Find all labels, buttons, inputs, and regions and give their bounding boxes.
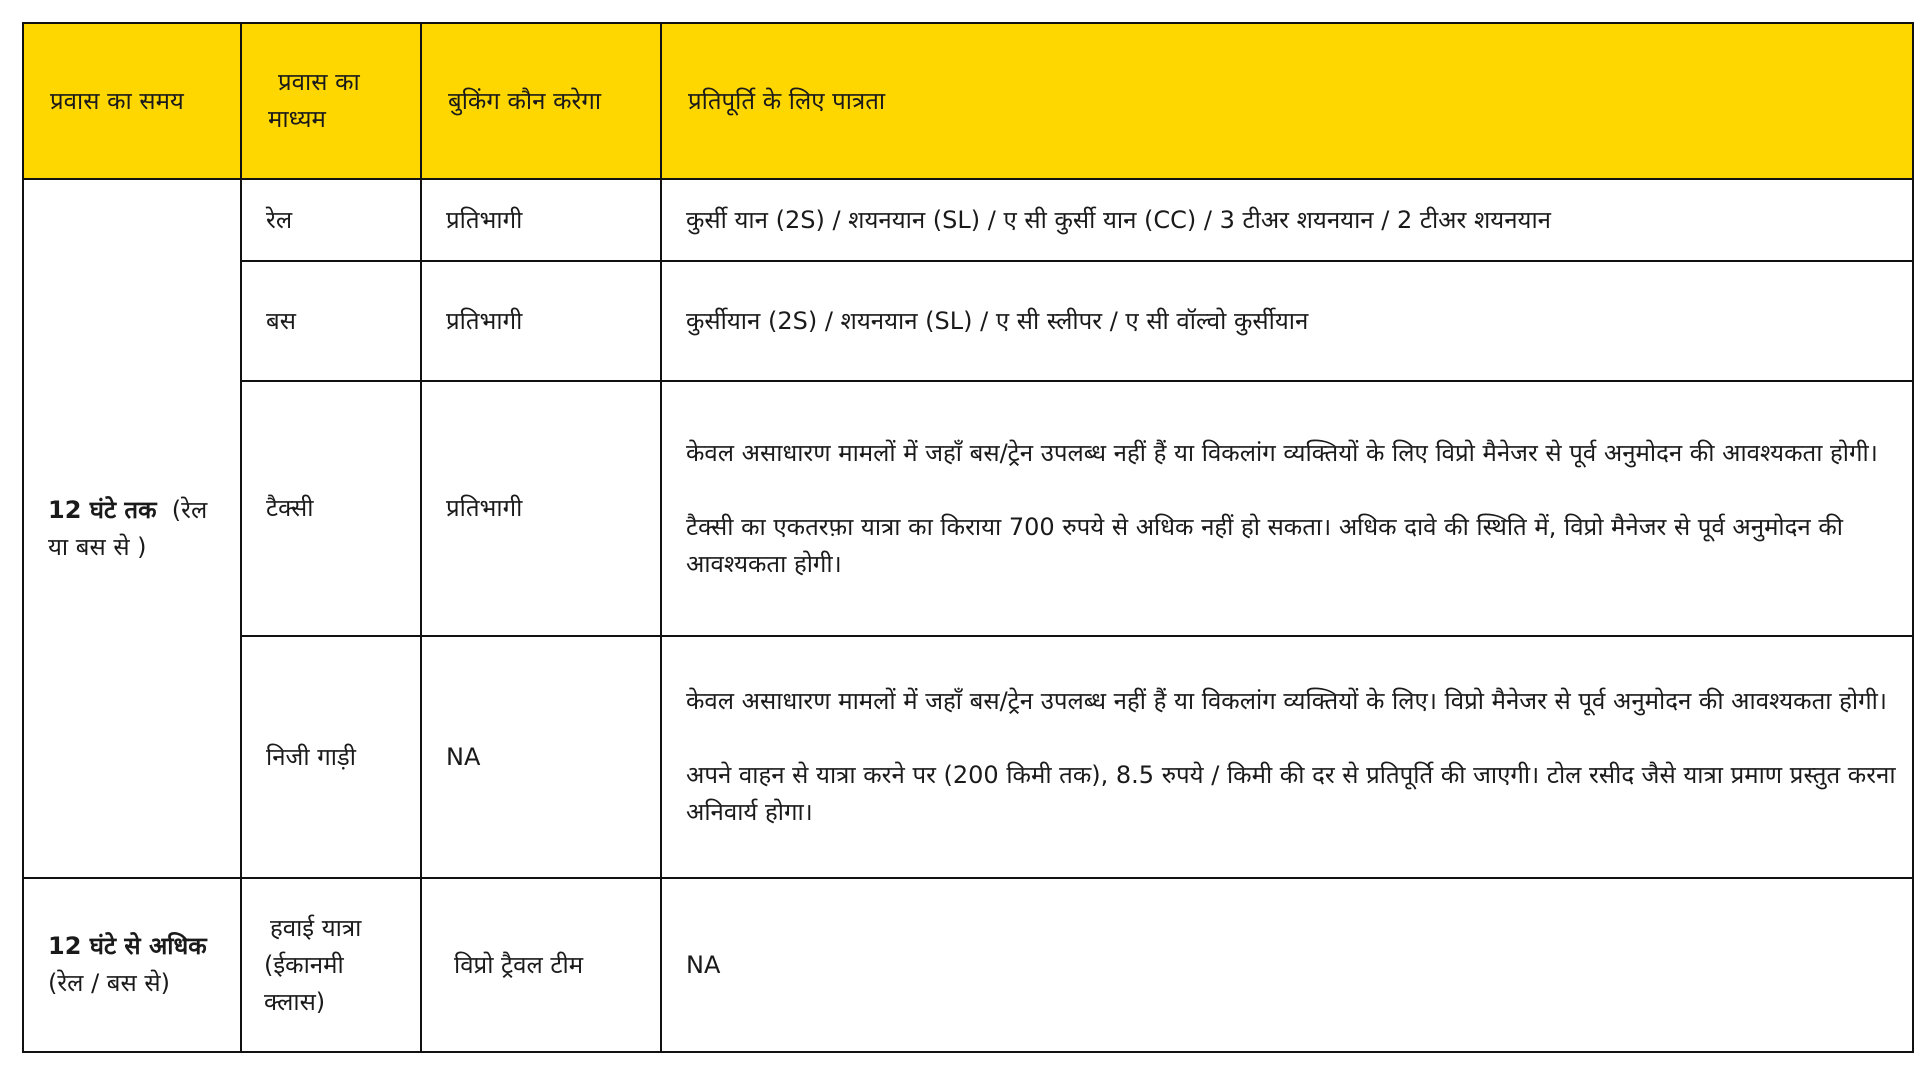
eligibility-private-car-para2: अपने वाहन से यात्रा करने पर (200 किमी तक), 8.5 रुपये / किमी की दर से प्रतिपूर्ति की जाएगी। टोल रसीद जैसे यात्रा प्रमाण प्रस्तुत करना अनिवार्य होगा। — [686, 761, 1896, 826]
booker-rail: प्रतिभागी — [446, 205, 523, 234]
booker-cell-taxi — [421, 381, 661, 636]
mode-cell-air — [241, 878, 421, 1052]
time-over-12h-rest: (रेल / बस से) — [48, 969, 170, 997]
eligibility-cell-private-car — [661, 636, 1913, 878]
eligibility-cell-taxi — [661, 381, 1913, 636]
eligibility-cell-bus — [661, 261, 1913, 381]
booker-air: विप्रो ट्रैवल टीम — [454, 950, 584, 979]
table-row-private-car — [23, 636, 1913, 878]
header-booker — [421, 23, 661, 179]
table-row-taxi — [23, 381, 1913, 636]
header-eligibility — [661, 23, 1913, 179]
header-row — [23, 23, 1913, 179]
mode-rail: रेल — [266, 205, 293, 234]
mode-cell-rail — [241, 179, 421, 261]
mode-bus: बस — [266, 306, 296, 335]
eligibility-taxi-para2: टैक्सी का एकतरफ़ा यात्रा का किराया 700 रुपये से अधिक नहीं हो सकता। अधिक दावे की स्थिति में, विप्रो मैनेजर से पूर्व अनुमोदन की आवश्यकता होगी। — [686, 512, 1843, 578]
header-eligibility-label: प्रतिपूर्ति के लिए पात्रता — [688, 86, 886, 115]
booker-private-car: NA — [446, 742, 481, 771]
booker-cell-rail — [421, 179, 661, 261]
time-cell-upto-12h — [23, 179, 241, 878]
eligibility-bus: कुर्सीयान (2S) / शयनयान (SL) / ए सी स्लीपर / ए सी वॉल्वो कुर्सीयान — [686, 306, 1309, 335]
table-row-air — [23, 878, 1913, 1052]
mode-private-car: निजी गाड़ी — [266, 742, 356, 771]
mode-air-line1: हवाई यात्रा — [270, 913, 362, 942]
mode-air-line2: (ईकानमी — [264, 950, 344, 979]
header-travel-time-label: प्रवास का समय — [50, 86, 184, 115]
booker-cell-private-car — [421, 636, 661, 878]
eligibility-air: NA — [686, 950, 721, 979]
eligibility-cell-rail — [661, 179, 1913, 261]
header-booker-label: बुकिंग कौन करेगा — [448, 86, 602, 115]
eligibility-private-car-para1: केवल असाधारण मामलों में जहाँ बस/ट्रेन उपलब्ध नहीं हैं या विकलांग व्यक्तियों के लिए। विप्रो मैनेजर से पूर्व अनुमोदन की आवश्यकता होगी। — [686, 687, 1887, 715]
header-travel-mode-line1: प्रवास का — [278, 68, 360, 96]
time-cell-over-12h — [23, 878, 241, 1052]
time-upto-12h-bold: 12 घंटे तक — [48, 495, 157, 524]
booker-bus: प्रतिभागी — [446, 306, 523, 335]
mode-air-line3: क्लास) — [264, 987, 326, 1016]
booker-cell-bus — [421, 261, 661, 381]
header-travel-mode-line2: माध्यम — [268, 105, 326, 133]
booker-taxi: प्रतिभागी — [446, 494, 523, 522]
eligibility-cell-air — [661, 878, 1913, 1052]
eligibility-rail: कुर्सी यान (2S) / शयनयान (SL) / ए सी कुर्सी यान (CC) / 3 टीअर शयनयान / 2 टीअर शयनयान — [686, 205, 1551, 234]
travel-policy-table — [22, 22, 1914, 1053]
header-travel-time — [23, 23, 241, 179]
time-over-12h-bold: 12 घंटे से अधिक — [48, 932, 207, 960]
mode-cell-taxi — [241, 381, 421, 636]
table-row-bus — [23, 261, 1913, 381]
mode-cell-private-car — [241, 636, 421, 878]
header-travel-mode — [241, 23, 421, 179]
time-upto-12h-rest: (रेल या बस से ) — [48, 495, 208, 561]
mode-cell-bus — [241, 261, 421, 381]
booker-cell-air — [421, 878, 661, 1052]
eligibility-taxi-para1: केवल असाधारण मामलों में जहाँ बस/ट्रेन उपलब्ध नहीं हैं या विकलांग व्यक्तियों के लिए विप्रो मैनेजर से पूर्व अनुमोदन की आवश्यकता होगी। — [686, 438, 1878, 467]
table-row-rail — [23, 179, 1913, 261]
mode-taxi: टैक्सी — [266, 494, 314, 522]
